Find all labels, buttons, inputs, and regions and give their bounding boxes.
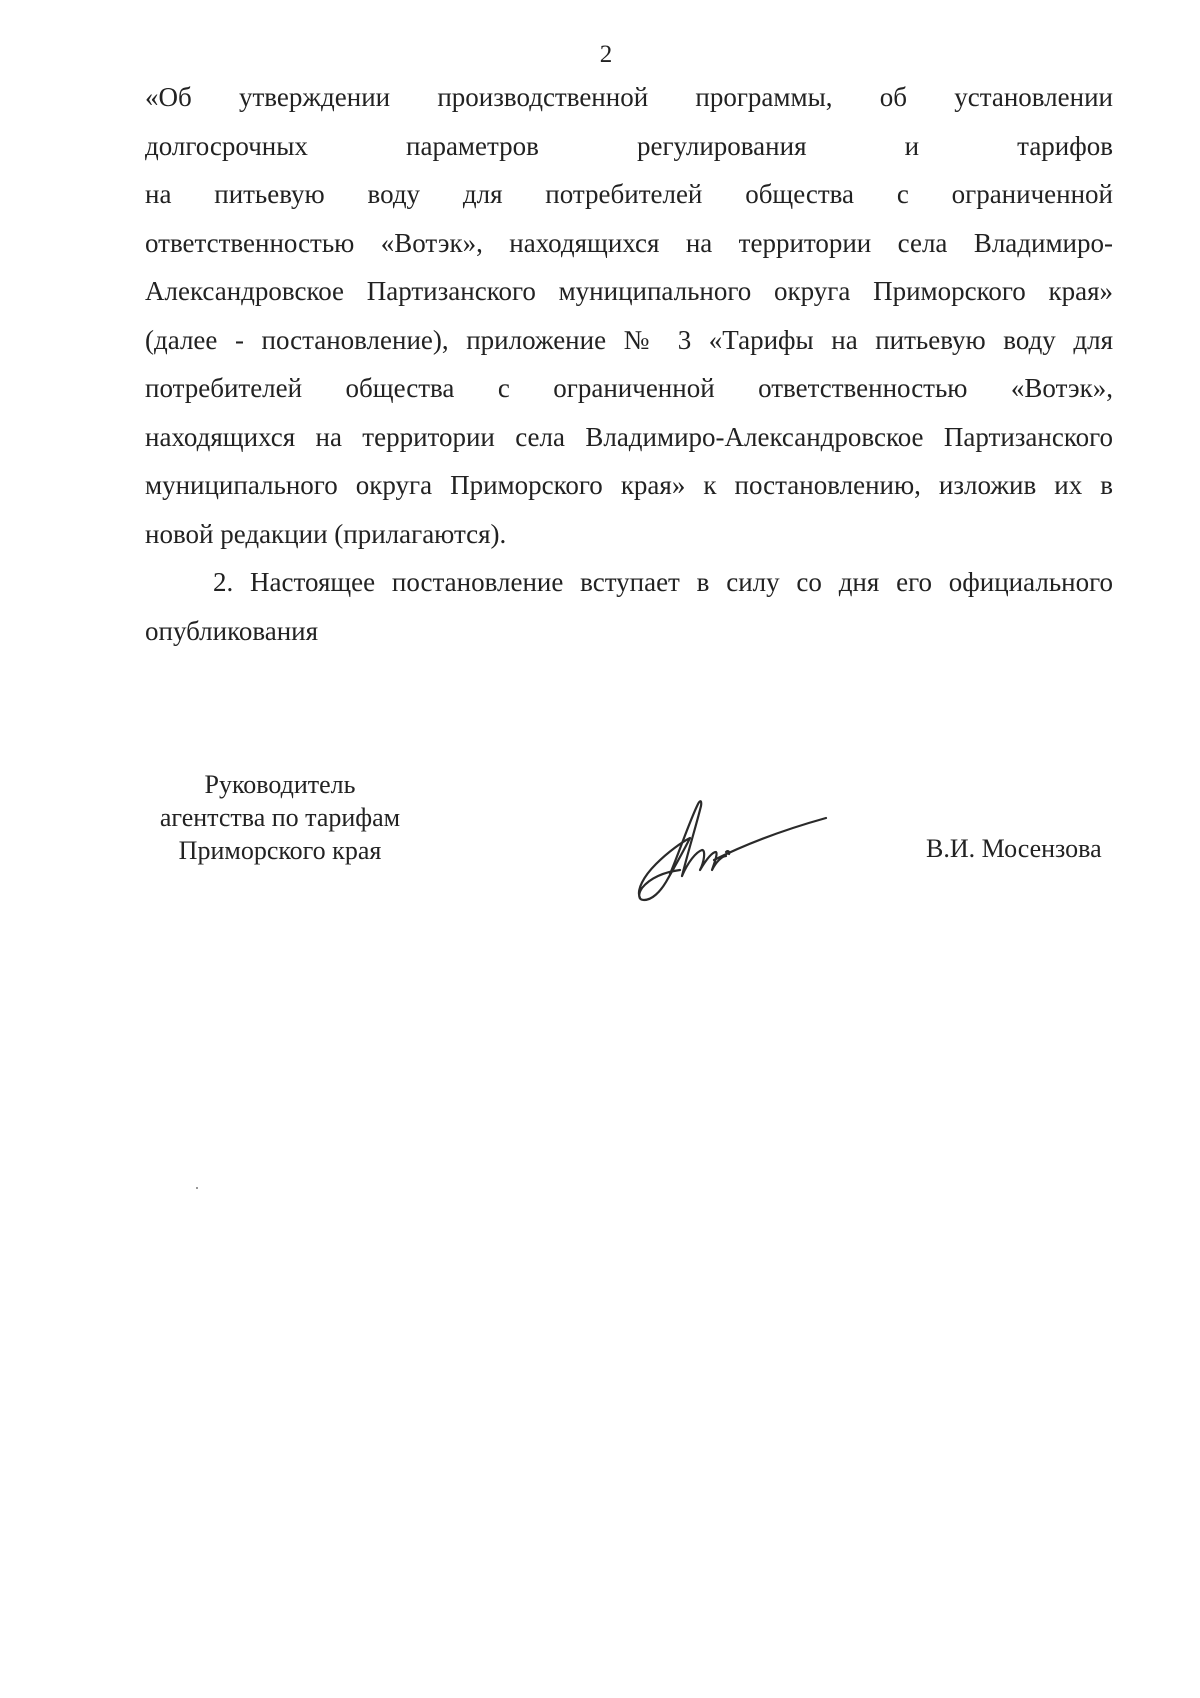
scan-artifact <box>196 1187 198 1189</box>
text-line: Александровское Партизанского муниципального округа Приморского края» <box>145 276 1113 306</box>
signatory-title-line: Руководитель <box>204 770 356 799</box>
text-line: на питьевую воду для потребителей общества с ограниченной <box>145 179 1113 209</box>
text-line: муниципального округа Приморского края» к постановлению, изложив их в <box>145 470 1113 500</box>
signatory-title <box>140 768 420 867</box>
signatory-name: В.И. Мосензова <box>926 834 1102 863</box>
text-line: долгосрочных параметров регулирования и тарифов <box>145 130 1113 161</box>
text-line: потребителей общества с ограниченной ответственностью «Вотэк», <box>145 373 1113 403</box>
text-line: опубликования <box>145 615 319 646</box>
document-body <box>145 73 1113 655</box>
text-line: находящихся на территории села Владимиро-Александровское Партизанского <box>145 421 1113 452</box>
page-number: 2 <box>599 41 613 68</box>
signatory-title-line: агентства по тарифам <box>159 803 401 832</box>
paragraph-decree-amendment <box>145 73 1113 558</box>
handwritten-signature <box>630 790 830 905</box>
text-line: новой редакции (прилагаются). <box>145 518 507 549</box>
signatory-title-line: Приморского края <box>178 836 382 865</box>
text-line: (далее - постановление), приложение № 3 «Тарифы на питьевую воду для <box>145 324 1113 355</box>
paragraph-entry-into-force <box>145 558 1113 655</box>
text-line: «Об утверждении производственной программы, об установлении <box>145 82 1113 112</box>
text-line: 2. Настоящее постановление вступает в силу со дня его официального <box>213 567 1113 597</box>
text-line: ответственностью «Вотэк», находящихся на территории села Владимиро- <box>145 227 1113 258</box>
